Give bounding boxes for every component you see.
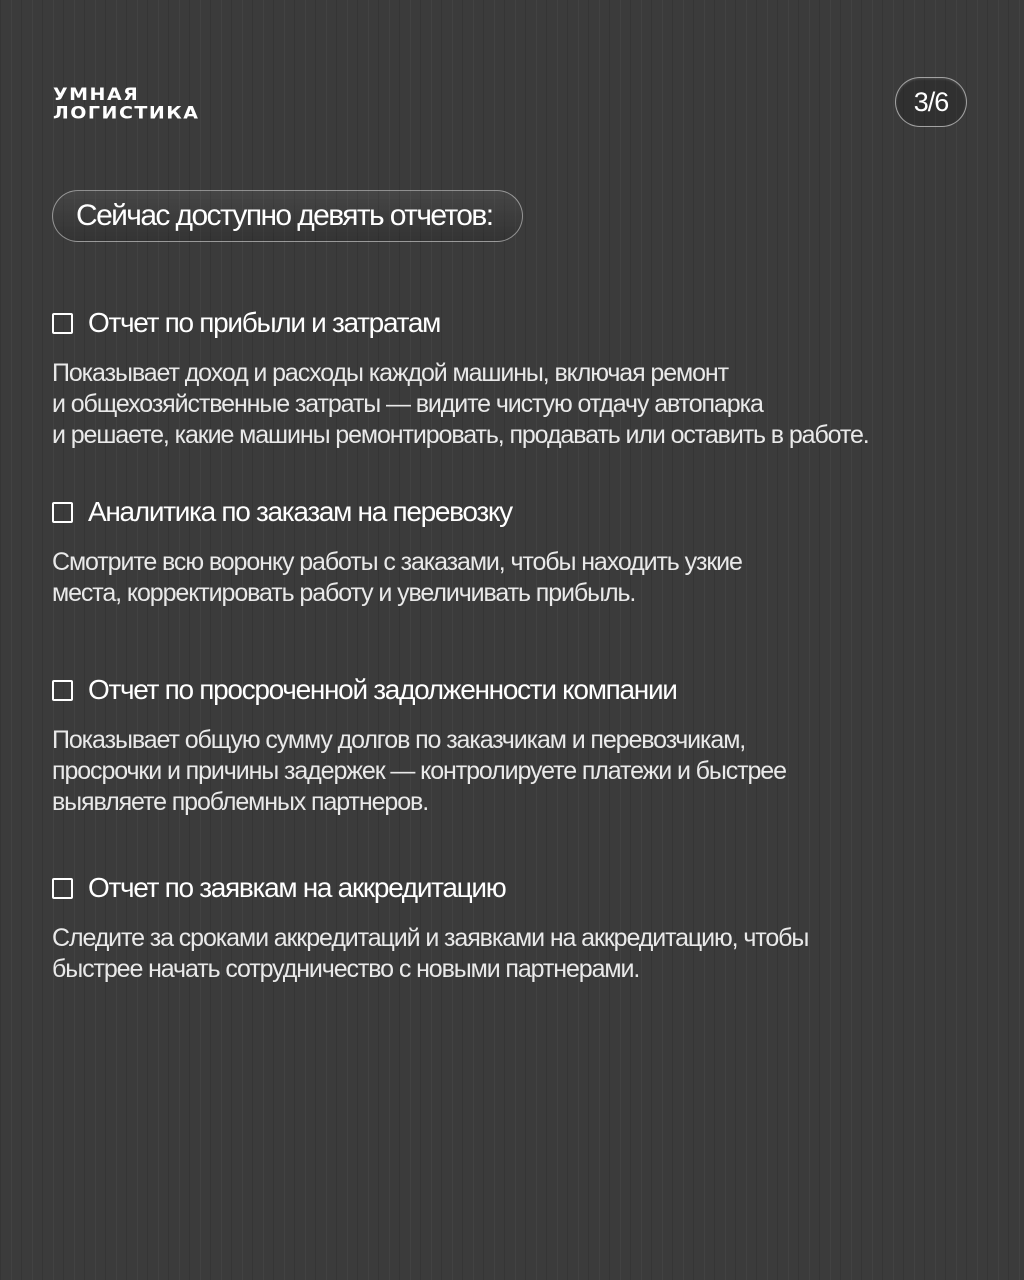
description-line: Смотрите всю воронку работы с заказами, чтобы находить узкие <box>52 548 742 576</box>
report-item-profit <box>52 306 952 451</box>
checkbox-icon <box>52 878 73 899</box>
description-line: и решаете, какие машины ремонтировать, продавать или оставить в работе. <box>52 421 869 449</box>
page-counter-badge: 3/6 <box>895 77 967 127</box>
description-line: быстрее начать сотрудничество с новыми партнерами. <box>52 955 640 983</box>
description-line: просрочки и причины задержек — контролируете платежи и быстрее <box>52 757 786 785</box>
brand-logo-line2: ЛОГИСТИКА <box>53 103 200 123</box>
report-item-description <box>52 358 952 451</box>
report-item-description <box>52 725 952 818</box>
checkbox-icon <box>52 680 73 701</box>
brand-logo-line1: УМНАЯ <box>53 85 140 105</box>
report-item-title-row <box>52 673 952 707</box>
description-line: Показывает доход и расходы каждой машины, включая ремонт <box>52 359 728 387</box>
report-item-debt <box>52 673 952 818</box>
report-item-title-row <box>52 871 952 905</box>
description-line: Показывает общую сумму долгов по заказчикам и перевозчикам, <box>52 726 746 754</box>
report-item-title: Отчет по просроченной задолженности компании <box>88 674 677 705</box>
report-item-description <box>52 923 952 985</box>
section-heading: Сейчас доступно девять отчетов: <box>52 190 523 242</box>
brand-logo <box>53 86 199 123</box>
description-line: Следите за сроками аккредитаций и заявками на аккредитацию, чтобы <box>52 924 809 952</box>
description-line: выявляете проблемных партнеров. <box>52 788 429 816</box>
report-item-title: Отчет по прибыли и затратам <box>88 307 441 338</box>
description-line: и общехозяйственные затраты — видите чистую отдачу автопарка <box>52 390 763 418</box>
report-item-title: Отчет по заявкам на аккредитацию <box>88 872 506 903</box>
checkbox-icon <box>52 502 73 523</box>
report-item-title: Аналитика по заказам на перевозку <box>88 496 512 527</box>
report-item-accreditation <box>52 871 952 985</box>
description-line: места, корректировать работу и увеличивать прибыль. <box>52 579 636 607</box>
report-item-description <box>52 547 952 609</box>
report-item-orders <box>52 495 952 609</box>
checkbox-icon <box>52 313 73 334</box>
report-item-title-row <box>52 495 952 529</box>
report-item-title-row <box>52 306 952 340</box>
